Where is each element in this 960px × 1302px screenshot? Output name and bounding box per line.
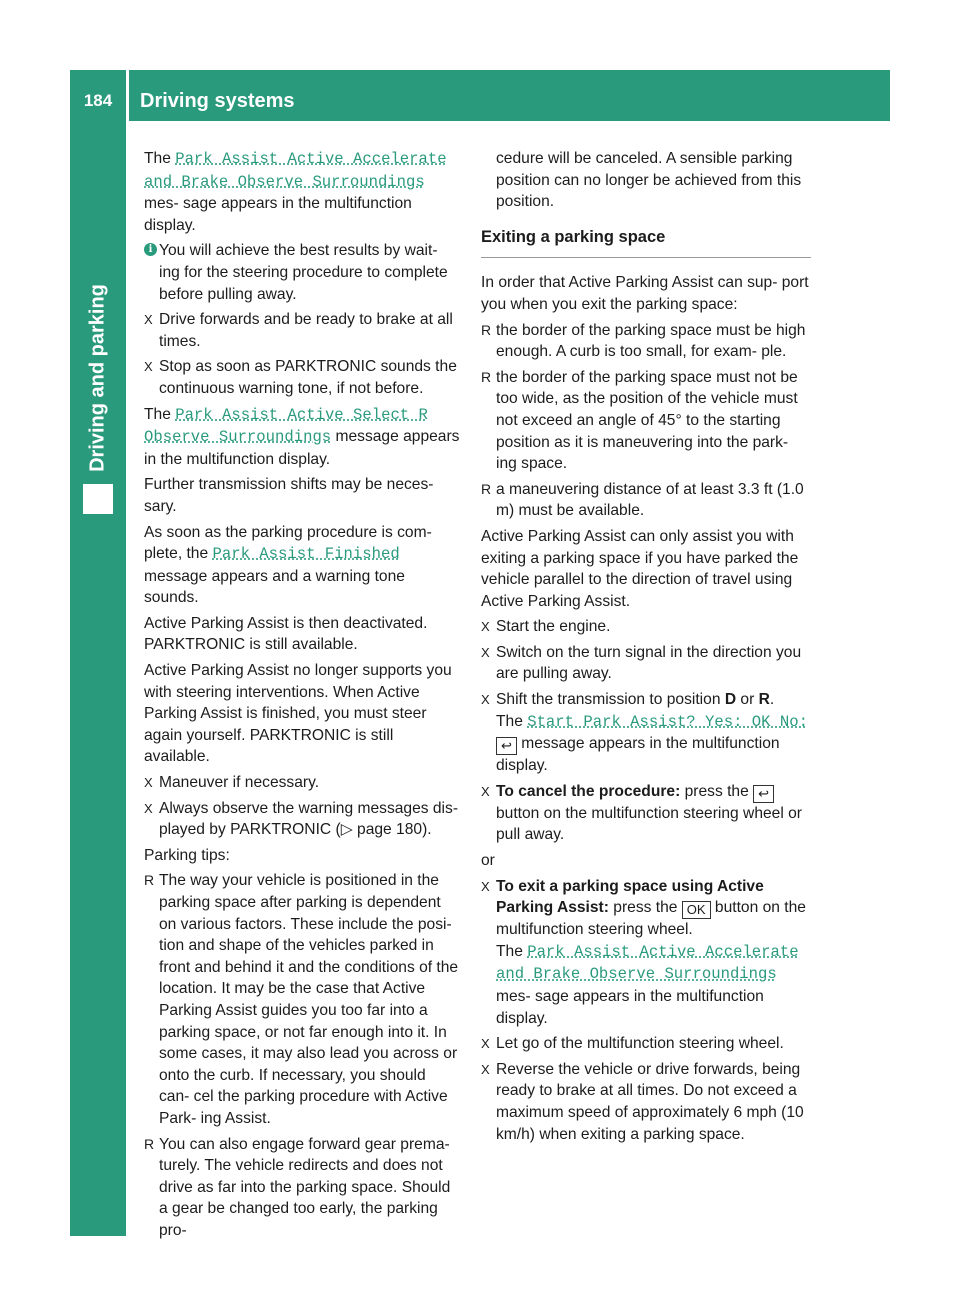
- step-arrow-icon: X: [481, 783, 490, 799]
- paragraph: The Park Assist Active Select R Observe Surroundings message appears in the multifunction display.: [144, 405, 460, 468]
- bullet-icon: R: [481, 368, 492, 385]
- step-arrow-icon: X: [144, 312, 153, 328]
- display-message: Observe Surroundings: [144, 428, 332, 447]
- instruction-step: X Let go of the multifunction steering wheel.: [481, 1033, 811, 1055]
- instruction-step: X To exit a parking space using Active Parking Assist: press the OK button on the multifunction steering wheel. The Park Assist Active Accelerate and Brake Observe Surroundings mes- sage appears in the multifunction display.: [481, 877, 806, 1027]
- ok-button-icon: OK: [682, 901, 711, 919]
- paragraph: Parking tips:: [144, 846, 230, 864]
- instruction-step: X Shift the transmission to position D or R. The Start Park Assist? Yes: OK No: ↩ message appears in the multifunction display.: [481, 691, 808, 775]
- info-icon: i: [144, 243, 157, 256]
- display-message: and Brake Observe Surroundings: [144, 172, 425, 191]
- display-message: Start Park Assist? Yes: OK No:: [527, 712, 808, 731]
- instruction-step: X Switch on the turn signal in the direction you are pulling away.: [481, 643, 802, 683]
- instruction-step: X Maneuver if necessary.: [144, 772, 460, 794]
- header-divider: [126, 70, 129, 121]
- step-arrow-icon: X: [144, 800, 153, 816]
- step-arrow-icon: X: [481, 692, 490, 708]
- bullet-icon: R: [481, 480, 492, 497]
- paragraph: Active Parking Assist can only assist you with exiting a parking space if you have parked the vehicle parallel to the direction of travel using Active Parking Assist.: [481, 527, 799, 610]
- display-message: and Brake Observe Surroundings: [496, 965, 777, 984]
- step-arrow-icon: X: [481, 878, 490, 894]
- bullet-item: R You can also engage forward gear prema- turely. The vehicle redirects and does not drive as far into the parking space. Should a gear be changed too early, the parking pro-: [144, 1135, 451, 1239]
- section-heading: Exiting a parking space: [481, 227, 811, 259]
- chapter-marker: [83, 484, 113, 514]
- step-arrow-icon: X: [481, 644, 490, 660]
- bullet-icon: R: [144, 1135, 155, 1152]
- paragraph: The Park Assist Active Accelerate and Brake Observe Surroundings mes- sage appears in the multifunction display.: [144, 150, 447, 234]
- paragraph: Active Parking Assist no longer supports you with steering interventions. When Active Parking Assist is finished, you must steer again yourself. PARKTRONIC is still available.: [144, 662, 452, 766]
- display-message: Park Assist Active Select R: [175, 405, 428, 424]
- paragraph: cedure will be canceled. A sensible parking position can no longer be achieved from this position.: [496, 150, 802, 211]
- left-column: [144, 148, 460, 1246]
- paragraph: Active Parking Assist is then deactivated. PARKTRONIC is still available.: [144, 614, 428, 654]
- bullet-item: R the border of the parking space must be high enough. A curb is too small, for exam- ple.: [481, 321, 806, 361]
- page-reference-icon: ▷: [340, 821, 353, 839]
- paragraph: or: [481, 852, 495, 870]
- info-note: i You will achieve the best results by wait- ing for the steering procedure to complete before pulling away.: [144, 240, 460, 305]
- page-number: 184: [83, 91, 113, 110]
- display-message: Park Assist Finished: [212, 545, 400, 564]
- back-button-icon: ↩: [496, 737, 517, 755]
- page-reference-link[interactable]: page 180).: [352, 821, 432, 839]
- step-arrow-icon: X: [144, 359, 153, 375]
- right-column: [481, 148, 811, 1149]
- paragraph: In order that Active Parking Assist can sup- port you when you exit the parking space:: [481, 274, 809, 313]
- instruction-step: X Reverse the vehicle or drive forwards, being ready to brake at all times. Do not exceed a maximum speed of approximately 6 mph (10 km/h) when exiting a parking space.: [481, 1060, 804, 1143]
- paragraph: As soon as the parking procedure is com- plete, the Park Assist Finished message appears and a warning tone sounds.: [144, 523, 432, 607]
- display-message: Park Assist Active Accelerate: [175, 150, 447, 168]
- section-title: Driving systems: [140, 90, 295, 112]
- step-arrow-icon: X: [481, 1036, 490, 1052]
- instruction-step: X Drive forwards and be ready to brake at all times.: [144, 311, 453, 350]
- instruction-step: X Stop as soon as PARKTRONIC sounds the continuous warning tone, if not before.: [144, 358, 457, 397]
- step-arrow-icon: X: [481, 1061, 490, 1077]
- chapter-label: Driving and parking: [86, 284, 109, 472]
- step-arrow-icon: X: [144, 775, 153, 791]
- back-button-icon: ↩: [753, 785, 774, 803]
- instruction-step: X To cancel the procedure: press the ↩ button on the multifunction steering wheel or pull away.: [481, 782, 802, 844]
- instruction-step: X Start the engine.: [481, 616, 811, 638]
- bullet-item: R the border of the parking space must not be too wide, as the position of the vehicle must not exceed an angle of 45° to the starting position as it is maneuvering into the park- ing space.: [481, 368, 798, 473]
- bullet-item: R a maneuvering distance of at least 3.3 ft (1.0 m) must be available.: [481, 480, 804, 520]
- step-arrow-icon: X: [481, 619, 490, 635]
- bullet-icon: R: [481, 321, 492, 338]
- display-message: Park Assist Active Accelerate: [527, 942, 799, 961]
- bullet-icon: R: [144, 872, 155, 889]
- paragraph: Further transmission shifts may be neces- sary.: [144, 476, 434, 515]
- bullet-item: R The way your vehicle is positioned in the parking space after parking is dependent on various factors. These include the posi- tion and shape of the vehicles parked in front and behind it and the conditions of the location. It may be the case that Active Parking Assist guides you too far into a parking space, or not far enough into it. In some cases, it may also lead you across or onto the curb. If necessary, you should can- cel the parking procedure with Active Park- ing Assist.: [144, 872, 459, 1127]
- instruction-step: X Always observe the warning messages dis- played by PARKTRONIC (▷ page 180).: [144, 799, 459, 839]
